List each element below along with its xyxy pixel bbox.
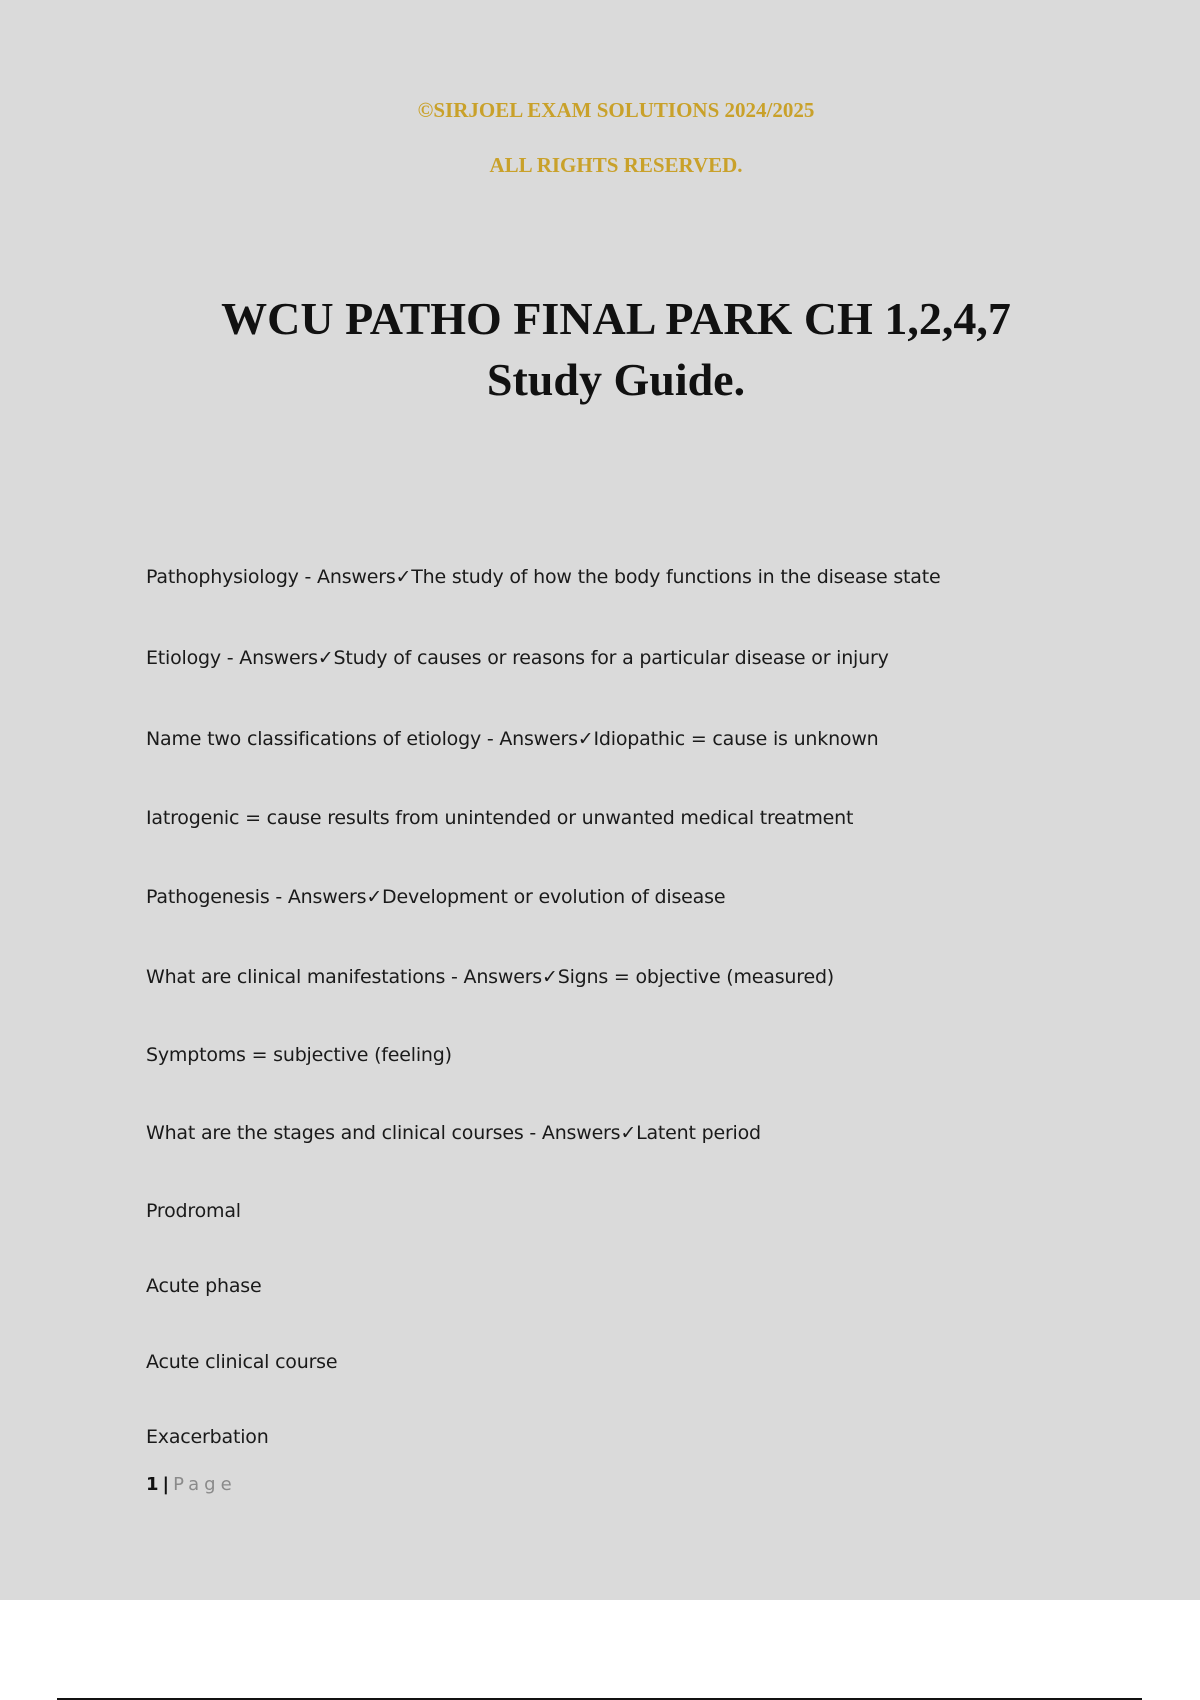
- entry-exacerbation: Exacerbation: [146, 1426, 269, 1448]
- entry-pathogenesis: Pathogenesis - Answers✓Development or evolution of disease: [146, 886, 726, 908]
- entry-pathophysiology: Pathophysiology - Answers✓The study of how the body functions in the disease state: [146, 566, 941, 588]
- entry-prodromal: Prodromal: [146, 1200, 241, 1222]
- entry-etiology-classifications: Name two classifications of etiology - Answers✓Idiopathic = cause is unknown: [146, 728, 879, 750]
- rights-reserved-header: ALL RIGHTS RESERVED.: [489, 153, 743, 177]
- entry-iatrogenic: Iatrogenic = cause results from unintended or unwanted medical treatment: [146, 807, 854, 829]
- entry-acute-clinical-course: Acute clinical course: [146, 1351, 338, 1373]
- title-line-2: Study Guide.: [486, 354, 746, 405]
- footer-separator: |: [162, 1474, 170, 1495]
- entry-acute-phase: Acute phase: [146, 1275, 262, 1297]
- document-title: [0, 288, 1200, 410]
- title-line-1: WCU PATHO FINAL PARK CH 1,2,4,7: [221, 293, 1011, 344]
- entry-symptoms: Symptoms = subjective (feeling): [146, 1044, 452, 1066]
- entry-stages: What are the stages and clinical courses - Answers✓Latent period: [146, 1122, 761, 1144]
- copyright-header: ©SIRJOEL EXAM SOLUTIONS 2024/2025: [417, 98, 815, 122]
- page-number: 1: [146, 1474, 159, 1495]
- entry-clinical-manifestations: What are clinical manifestations - Answers✓Signs = objective (measured): [146, 966, 835, 988]
- page-footer: [146, 1474, 237, 1495]
- page-label: Page: [173, 1474, 237, 1495]
- entry-etiology: Etiology - Answers✓Study of causes or reasons for a particular disease or injury: [146, 647, 889, 669]
